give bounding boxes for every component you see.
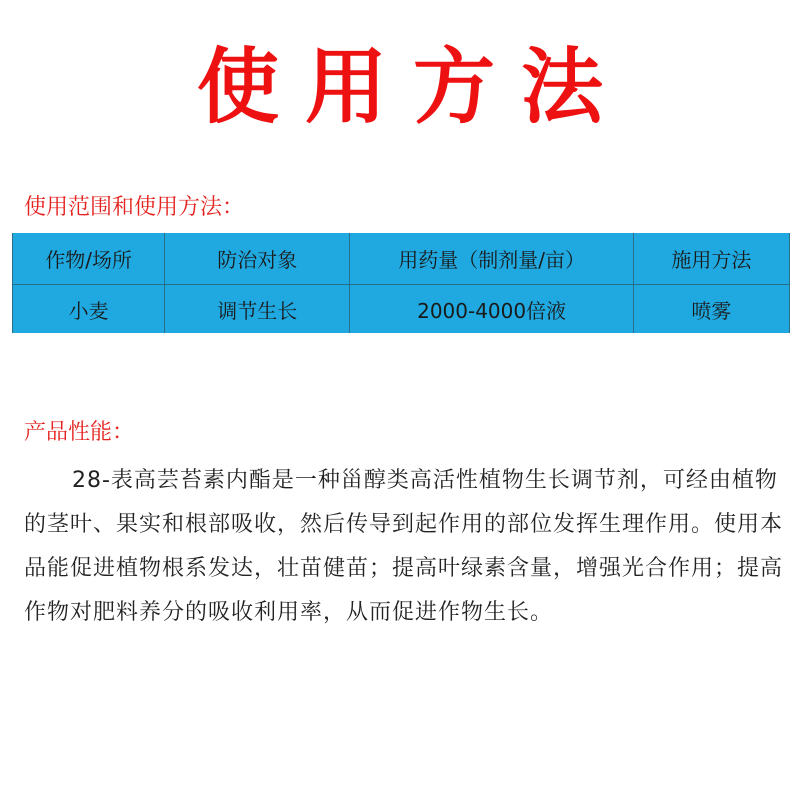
table-row <box>13 285 790 334</box>
table-header-cell-method: 施用方法 <box>633 233 789 285</box>
page-title: 使用方法 <box>196 40 629 135</box>
usage-table <box>12 233 790 333</box>
table-cell-crop: 小麦 <box>13 285 165 334</box>
table-cell-target: 调节生长 <box>165 285 350 334</box>
performance-section-heading: 产品性能： <box>24 420 135 445</box>
usage-section-heading: 使用范围和使用方法： <box>24 195 245 220</box>
table-cell-dosage: 2000-4000倍液 <box>350 285 633 334</box>
table-header-cell-target: 防治对象 <box>165 233 350 285</box>
table-cell-method: 喷雾 <box>633 285 789 334</box>
table-header-cell-dosage: 用药量（制剂量/亩） <box>350 233 633 285</box>
performance-description: 28-表高芸苔素内酯是一种甾醇类高活性植物生长调节剂，可经由植物的茎叶、果实和根部吸收，然后传导到起作用的部位发挥生理作用。使用本品能促进植物根系发达，壮苗健苗；提高叶绿素含量，增强光合作用；提高作物对肥料养分的吸收利用率，从而促进作物生长。 <box>24 468 784 625</box>
table-header-cell-crop: 作物/场所 <box>13 233 165 285</box>
table-header-row <box>13 233 790 285</box>
